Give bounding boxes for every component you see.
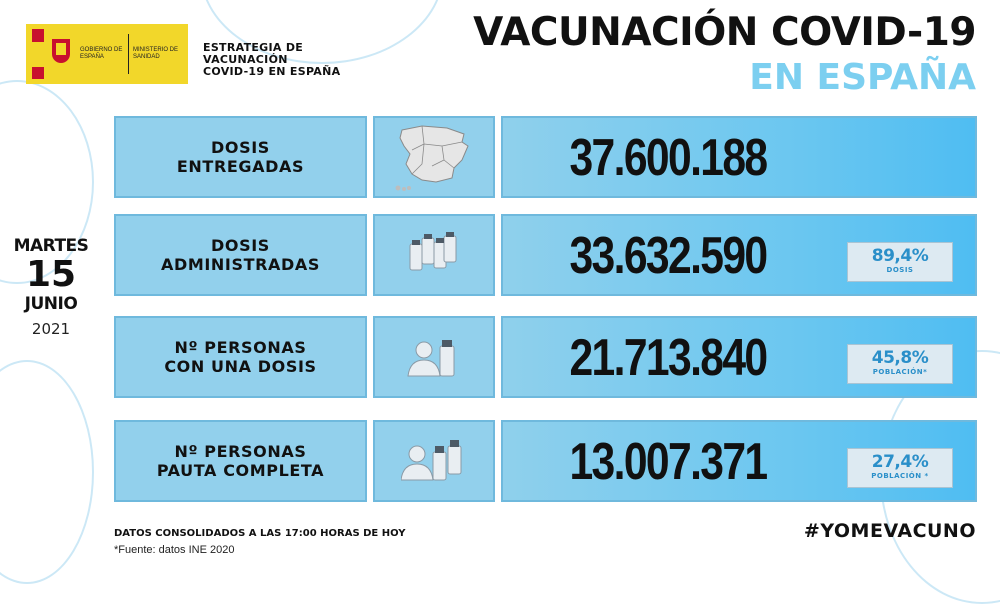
stat-label-line: CON UNA DOSIS xyxy=(164,357,317,376)
hashtag: #YOMEVACUNO xyxy=(803,520,976,542)
logo-divider xyxy=(128,34,129,74)
spain-map-icon xyxy=(392,120,476,194)
stat-label-line: Nº PERSONAS xyxy=(174,442,307,461)
stat-icon-cell xyxy=(373,316,495,398)
vaccine-vials-icon xyxy=(404,230,464,280)
source-note: *Fuente: datos INE 2020 xyxy=(114,544,235,556)
stat-value: 13.007.371 xyxy=(569,433,767,491)
stat-icon-cell xyxy=(373,214,495,296)
stat-value-cell xyxy=(501,316,977,398)
page-title: VACUNACIÓN COVID-19 xyxy=(473,10,976,55)
stat-value-cell xyxy=(501,214,977,296)
stat-label-line: ENTREGADAS xyxy=(176,157,305,176)
data-note: DATOS CONSOLIDADOS A LAS 17:00 HORAS DE HOY xyxy=(114,528,406,539)
stat-label xyxy=(114,316,367,398)
percentage-label: POBLACIÓN * xyxy=(871,472,929,480)
stat-icon-cell xyxy=(373,420,495,502)
strategy-line: ESTRATEGIA DE xyxy=(203,41,304,54)
percentage-badge xyxy=(847,344,953,384)
government-logo xyxy=(26,24,188,84)
stat-icon-cell xyxy=(373,116,495,198)
stat-label-line: PAUTA COMPLETA xyxy=(156,461,325,480)
ministry-label: MINISTERIO DE SANIDAD xyxy=(133,47,179,60)
stat-label xyxy=(114,116,367,198)
stat-value-cell xyxy=(501,420,977,502)
page-subtitle: EN ESPAÑA xyxy=(749,57,976,98)
date-day: 15 xyxy=(25,254,77,295)
stat-value-cell xyxy=(501,116,977,198)
decorative-swirl xyxy=(0,360,94,584)
percentage-value: 89,4% xyxy=(871,246,929,266)
date-year: 2021 xyxy=(31,320,71,338)
stat-label-line: ADMINISTRADAS xyxy=(160,255,320,274)
strategy-line: COVID-19 EN ESPAÑA xyxy=(203,65,341,78)
stat-value: 33.632.590 xyxy=(569,227,767,285)
spain-flag-icon xyxy=(32,29,44,79)
person-vial-icon xyxy=(404,332,464,382)
percentage-value: 27,4% xyxy=(871,452,929,472)
date-block xyxy=(12,236,90,338)
percentage-label: DOSIS xyxy=(886,266,914,274)
person-two-vials-icon xyxy=(401,436,467,486)
percentage-value: 45,8% xyxy=(871,348,929,368)
date-weekday: MARTES xyxy=(13,236,89,256)
stat-value: 37.600.188 xyxy=(569,129,767,187)
stat-label xyxy=(114,214,367,296)
stat-label-line: DOSIS xyxy=(211,138,270,157)
percentage-label: POBLACIÓN* xyxy=(872,368,928,376)
date-month: JUNIO xyxy=(24,294,78,314)
stat-value: 21.713.840 xyxy=(569,329,767,387)
strategy-line: VACUNACIÓN xyxy=(203,53,288,66)
strategy-title xyxy=(203,42,340,78)
stat-label xyxy=(114,420,367,502)
stat-label-line: DOSIS xyxy=(211,236,270,255)
percentage-badge xyxy=(847,242,953,282)
gov-label: GOBIERNO DE ESPAÑA xyxy=(80,47,123,60)
coat-of-arms-icon xyxy=(48,37,74,71)
percentage-badge xyxy=(847,448,953,488)
stat-label-line: Nº PERSONAS xyxy=(174,338,307,357)
